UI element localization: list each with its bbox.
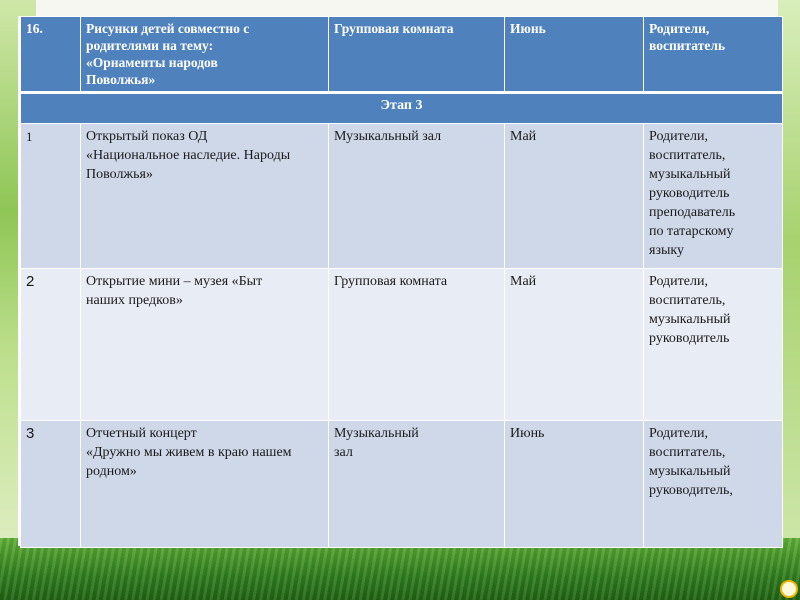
cell-month: Май [505, 269, 644, 421]
cell-responsible: Родители, воспитатель, музыкальный руководитель, [644, 421, 783, 548]
cell-place: Музыкальный зал [329, 124, 505, 269]
events-table [20, 16, 783, 548]
table-row [21, 421, 783, 548]
cell-number: 3 [21, 421, 81, 548]
cell-event: Открытый показ ОД «Национальное наследие. Народы Поволжья» [81, 124, 329, 269]
stage-label: Этап 3 [21, 93, 783, 124]
cell-number: 1 [21, 124, 81, 269]
table-row [21, 124, 783, 269]
cell-place: Групповая комната [329, 17, 505, 93]
cell-month: Июнь [505, 421, 644, 548]
table-row-stage [21, 93, 783, 124]
cell-responsible: Родители, воспитатель [644, 17, 783, 93]
cell-event: Открытие мини – музея «Быт наших предков» [81, 269, 329, 421]
cell-event: Рисунки детей совместно с родителями на тему: «Орнаменты народов Поволжья» [81, 17, 329, 93]
cell-place: Групповая комната [329, 269, 505, 421]
cell-number: 2 [21, 269, 81, 421]
cell-event: Отчетный концерт «Дружно мы живем в краю нашем родном» [81, 421, 329, 548]
table-row-header [21, 17, 783, 93]
cell-month: Май [505, 124, 644, 269]
cell-place: Музыкальный зал [329, 421, 505, 548]
cell-month: Июнь [505, 17, 644, 93]
cell-responsible: Родители, воспитатель, музыкальный руководитель [644, 269, 783, 421]
cell-number: 16. [21, 17, 81, 93]
cell-responsible: Родители, воспитатель, музыкальный руководитель преподаватель по татарскому языку [644, 124, 783, 269]
slide-marker-icon [780, 580, 798, 598]
table-row [21, 269, 783, 421]
